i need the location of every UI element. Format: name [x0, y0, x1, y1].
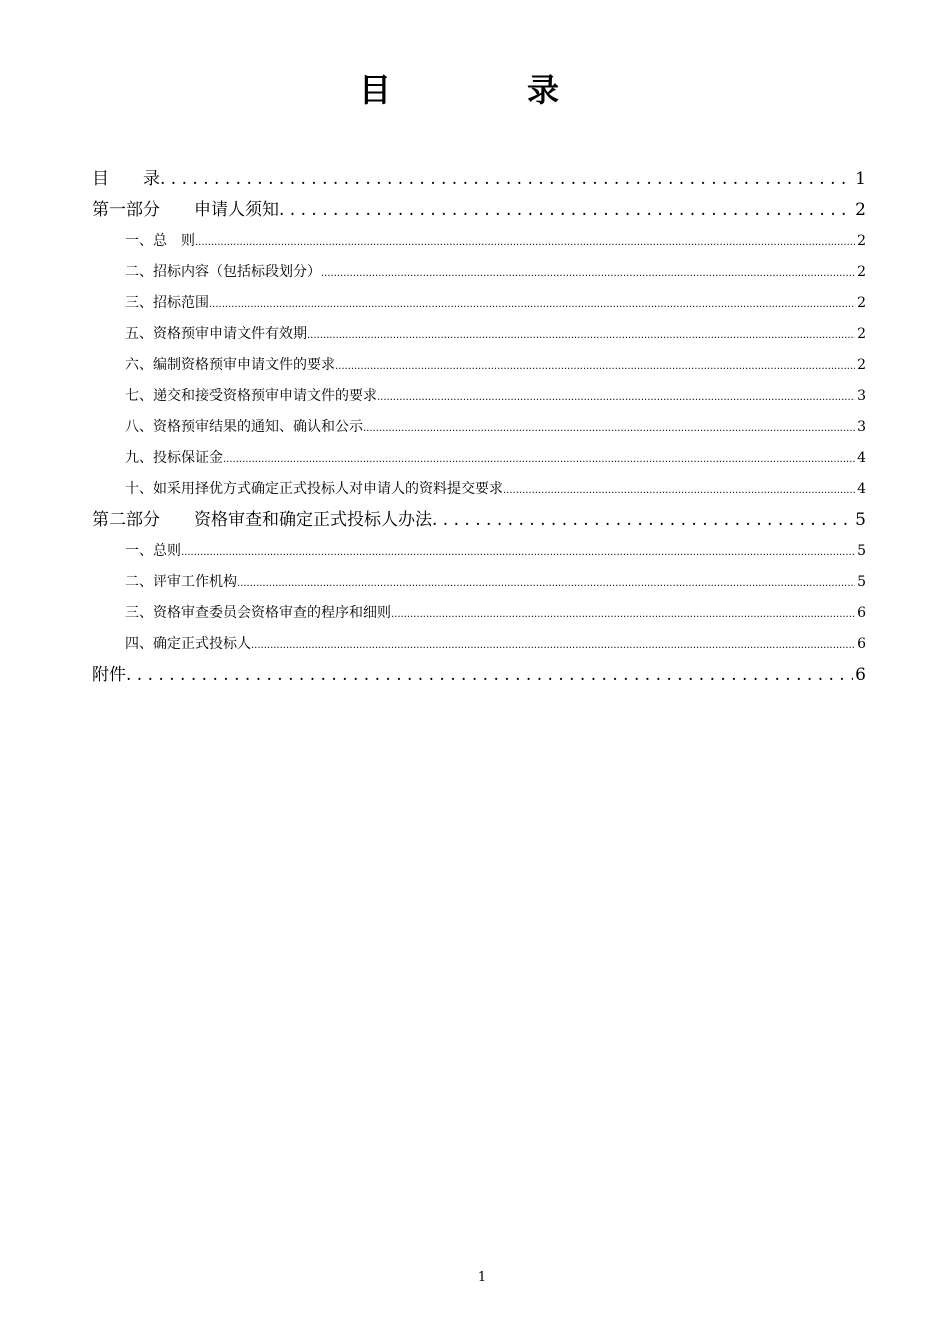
- toc-entry-text: 三、招标范围: [125, 295, 209, 311]
- toc-entry[interactable]: [92, 474, 866, 505]
- toc-dot-leader: [160, 164, 853, 195]
- toc-entry-text: 十、如采用择优方式确定正式投标人对申请人的资料提交要求: [125, 481, 503, 497]
- toc-entry-text: 第二部分 资格审查和确定正式投标人办法: [92, 510, 432, 530]
- toc-entry-text: 二、招标内容（包括标段划分）: [125, 264, 321, 280]
- toc-dot-leader: [181, 536, 855, 567]
- toc-dot-leader: [432, 505, 853, 536]
- toc-entry-text: 一、总则: [125, 543, 181, 559]
- toc-dot-leader: [209, 288, 855, 319]
- toc-page-number: 2: [857, 326, 866, 342]
- toc-entry-text: 三、资格审查委员会资格审查的程序和细则: [125, 605, 391, 621]
- table-of-contents: [92, 164, 866, 691]
- toc-page-number: 2: [857, 264, 866, 280]
- toc-page-number: 6: [855, 665, 866, 685]
- toc-entry[interactable]: [92, 598, 866, 629]
- toc-dot-leader: [377, 381, 855, 412]
- toc-entry[interactable]: [92, 536, 866, 567]
- toc-dot-leader: [251, 629, 855, 660]
- toc-page-number: 1: [855, 169, 866, 189]
- toc-entry-text: 八、资格预审结果的通知、确认和公示: [125, 419, 363, 435]
- toc-entry-text: 目 录: [92, 169, 160, 189]
- toc-dot-leader: [363, 412, 855, 443]
- toc-entry[interactable]: [92, 381, 866, 412]
- toc-page-number: 6: [857, 605, 866, 621]
- toc-entry-text: 附件: [92, 665, 126, 685]
- toc-entry[interactable]: [92, 412, 866, 443]
- toc-entry-text: 七、递交和接受资格预审申请文件的要求: [125, 388, 377, 404]
- toc-entry-text: 一、总 则: [125, 233, 195, 249]
- toc-entry-text: 二、评审工作机构: [125, 574, 237, 590]
- toc-entry-appendix[interactable]: [92, 660, 866, 691]
- toc-dot-leader: [195, 226, 855, 257]
- toc-entry[interactable]: [92, 226, 866, 257]
- toc-dot-leader: [503, 474, 855, 505]
- toc-entry-text: 九、投标保证金: [125, 450, 223, 466]
- toc-dot-leader: [279, 195, 853, 226]
- toc-entry-contents[interactable]: [92, 164, 866, 195]
- toc-entry-text: 六、编制资格预审申请文件的要求: [125, 357, 335, 373]
- toc-entry[interactable]: [92, 567, 866, 598]
- page-title: 目 录: [358, 71, 611, 109]
- toc-entry[interactable]: [92, 288, 866, 319]
- toc-page-number: 2: [857, 357, 866, 373]
- toc-page-number: 5: [857, 543, 866, 559]
- toc-dot-leader: [307, 319, 855, 350]
- toc-dot-leader: [223, 443, 855, 474]
- toc-page-number: 3: [857, 388, 866, 404]
- toc-entry-part-one[interactable]: [92, 195, 866, 226]
- toc-page-number: 4: [857, 450, 866, 466]
- toc-entry[interactable]: [92, 443, 866, 474]
- toc-dot-leader: [237, 567, 855, 598]
- toc-entry[interactable]: [92, 629, 866, 660]
- toc-entry-text: 第一部分 申请人须知: [92, 200, 279, 220]
- toc-entry-text: 五、资格预审申请文件有效期: [125, 326, 307, 342]
- toc-dot-leader: [126, 660, 853, 691]
- toc-page-number: 4: [857, 481, 866, 497]
- toc-entry-part-two[interactable]: [92, 505, 866, 536]
- toc-page-number: 6: [857, 636, 866, 652]
- toc-page-number: 2: [857, 233, 866, 249]
- toc-entry[interactable]: [92, 257, 866, 288]
- toc-page-number: 5: [855, 510, 866, 530]
- toc-dot-leader: [391, 598, 855, 629]
- toc-dot-leader: [321, 257, 855, 288]
- toc-page-number: 5: [857, 574, 866, 590]
- toc-page-number: 3: [857, 419, 866, 435]
- toc-dot-leader: [335, 350, 855, 381]
- page-footer-number: 1: [477, 1270, 487, 1285]
- toc-entry-text: 四、确定正式投标人: [125, 636, 251, 652]
- toc-page-number: 2: [857, 295, 866, 311]
- toc-page-number: 2: [855, 200, 866, 220]
- toc-entry[interactable]: [92, 350, 866, 381]
- toc-entry[interactable]: [92, 319, 866, 350]
